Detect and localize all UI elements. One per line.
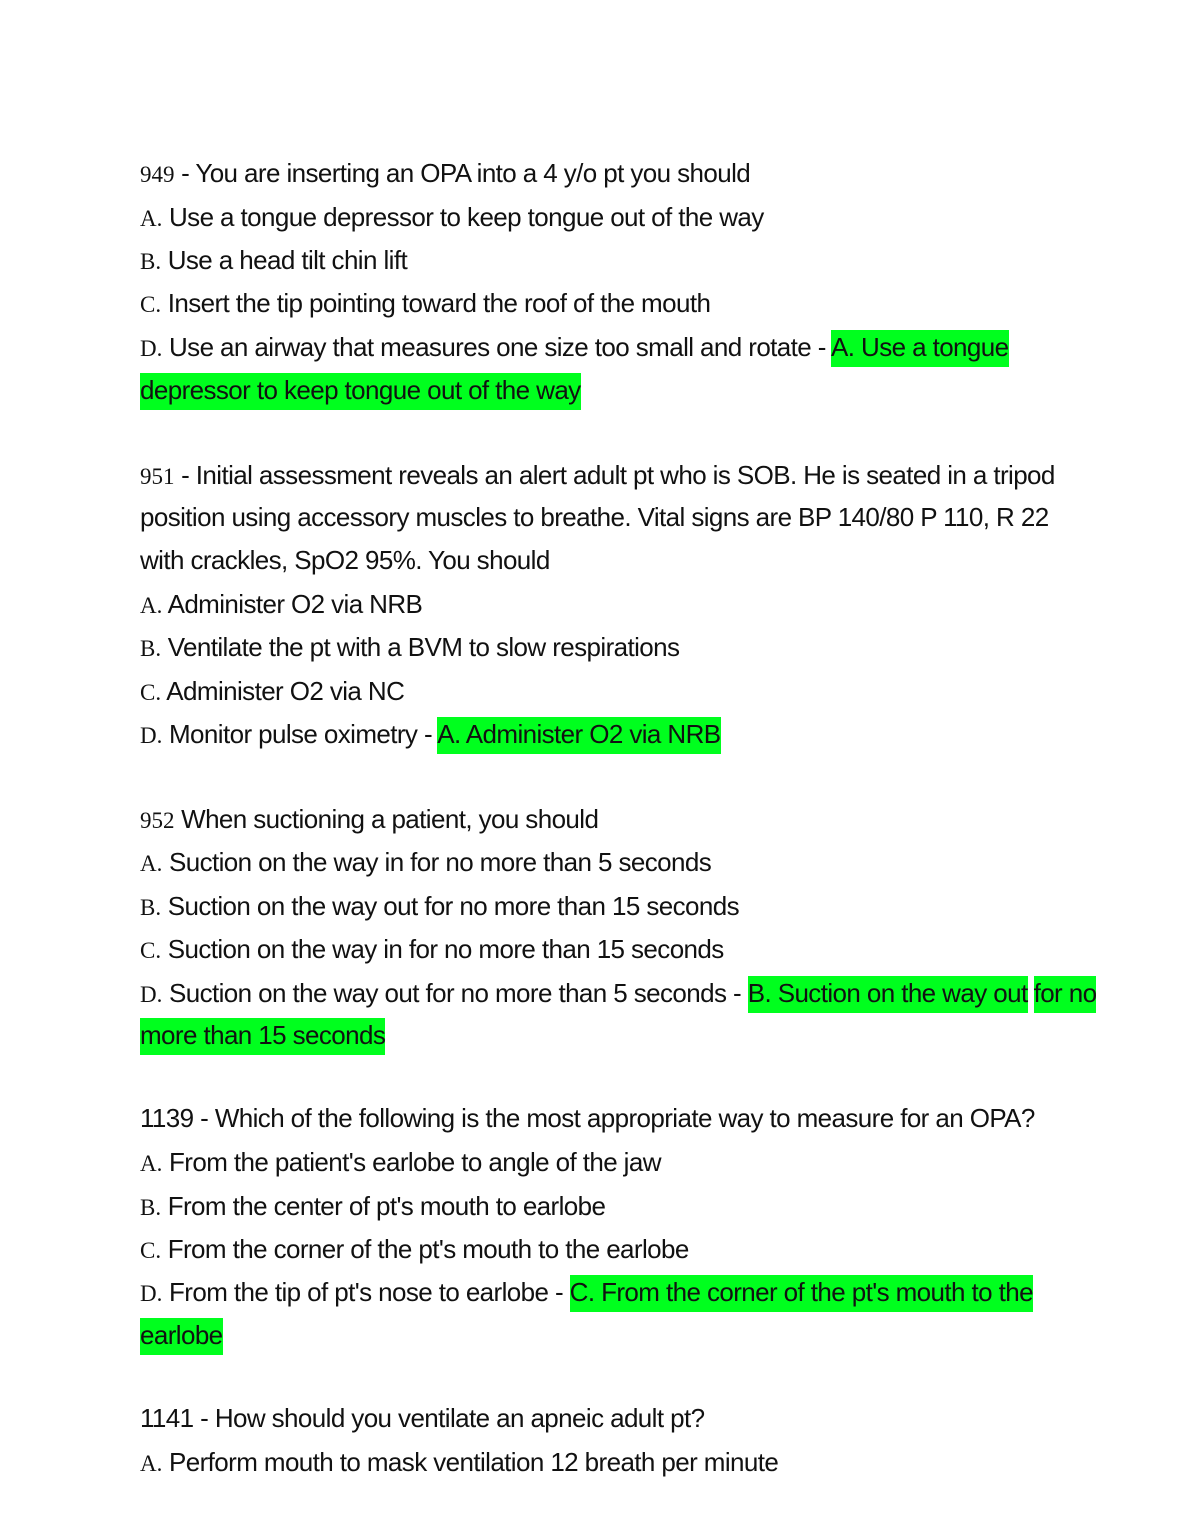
question-1139-option-a xyxy=(140,1142,661,1182)
option-text: Administer O2 via NC xyxy=(166,676,405,706)
question-number: 1139 xyxy=(140,1103,194,1133)
option-text: Suction on the way out for no more than 5 seconds - xyxy=(169,978,742,1008)
question-949-stem xyxy=(140,153,750,193)
option-letter: B. xyxy=(140,895,162,920)
option-letter: A. xyxy=(140,206,163,231)
question-951-option-c xyxy=(140,671,404,711)
question-951-option-d xyxy=(140,714,721,754)
answer-highlight: A. Administer O2 via NRB xyxy=(437,717,720,754)
question-number: 952 xyxy=(140,808,175,833)
question-stem: position using accessory muscles to breathe. Vital signs are BP 140/80 P 110, R 22 xyxy=(140,502,1049,532)
option-text: Use a head tilt chin lift xyxy=(167,245,408,275)
question-1139-option-c xyxy=(140,1229,689,1269)
option-letter: C. xyxy=(140,938,162,963)
option-text: Perform mouth to mask ventilation 12 breath per minute xyxy=(169,1447,779,1477)
question-stem: - Initial assessment reveals an alert adult pt who is SOB. He is seated in a tripod xyxy=(181,460,1055,490)
option-letter: A. xyxy=(140,593,163,618)
option-text: Use a tongue depressor to keep tongue out of the way xyxy=(169,202,764,232)
answer-highlight: for no xyxy=(1034,976,1097,1013)
question-951-stem-line-3 xyxy=(140,540,550,580)
question-number: 949 xyxy=(140,162,175,187)
option-text: From the tip of pt's nose to earlobe - xyxy=(169,1277,564,1307)
option-letter: D. xyxy=(140,723,163,748)
option-letter: D. xyxy=(140,982,163,1007)
option-letter: A. xyxy=(140,851,163,876)
question-stem: When suctioning a patient, you should xyxy=(181,804,599,834)
question-951-option-b xyxy=(140,627,679,667)
question-1139-answer-cont xyxy=(140,1315,223,1355)
question-952-answer-cont xyxy=(140,1015,385,1055)
option-text: Suction on the way in for no more than 15 seconds xyxy=(167,934,724,964)
option-letter: A. xyxy=(140,1151,163,1176)
option-text: Use an airway that measures one size too small and rotate - xyxy=(169,332,826,362)
option-text: Suction on the way in for no more than 5 seconds xyxy=(169,847,712,877)
question-949-option-c xyxy=(140,283,710,323)
answer-highlight: earlobe xyxy=(140,1318,223,1355)
option-letter: A. xyxy=(140,1451,163,1476)
question-949-option-d xyxy=(140,327,1009,367)
question-1139-option-b xyxy=(140,1186,605,1226)
question-949-option-a xyxy=(140,197,764,237)
option-letter: C. xyxy=(140,292,162,317)
option-text: From the patient's earlobe to angle of the jaw xyxy=(169,1147,661,1177)
option-letter: B. xyxy=(140,249,162,274)
option-letter: B. xyxy=(140,636,162,661)
question-951-stem-line-2 xyxy=(140,497,1049,537)
answer-highlight: more than 15 seconds xyxy=(140,1018,385,1055)
answer-highlight: A. Use a tongue xyxy=(831,330,1008,367)
answer-highlight: C. From the corner of the pt's mouth to the xyxy=(570,1275,1033,1312)
question-952-stem xyxy=(140,799,598,839)
question-number: 951 xyxy=(140,464,175,489)
question-stem: with crackles, SpO2 95%. You should xyxy=(140,545,550,575)
question-952-option-c xyxy=(140,929,724,969)
question-951-option-a xyxy=(140,584,422,624)
question-stem: - How should you ventilate an apneic adult pt? xyxy=(200,1403,705,1433)
option-text: Monitor pulse oximetry - xyxy=(169,719,433,749)
option-text: From the corner of the pt's mouth to the earlobe xyxy=(167,1234,689,1264)
question-949-option-b xyxy=(140,240,407,280)
question-949-answer-cont xyxy=(140,370,581,410)
option-letter: D. xyxy=(140,1281,163,1306)
option-text: Administer O2 via NRB xyxy=(167,589,423,619)
answer-highlight: B. Suction on the way out xyxy=(748,976,1028,1013)
question-952-option-d xyxy=(140,973,1096,1013)
question-1141-stem xyxy=(140,1398,704,1438)
question-952-option-b xyxy=(140,886,739,926)
option-letter: C. xyxy=(140,1238,162,1263)
question-stem: - Which of the following is the most appropriate way to measure for an OPA? xyxy=(200,1103,1035,1133)
option-text: From the center of pt's mouth to earlobe xyxy=(167,1191,606,1221)
option-text: Suction on the way out for no more than 15 seconds xyxy=(167,891,739,921)
question-1139-option-d xyxy=(140,1272,1033,1312)
question-number: 1141 xyxy=(140,1403,194,1433)
option-letter: B. xyxy=(140,1195,162,1220)
option-letter: D. xyxy=(140,336,163,361)
question-stem: - You are inserting an OPA into a 4 y/o pt you should xyxy=(181,158,751,188)
answer-highlight: depressor to keep tongue out of the way xyxy=(140,373,581,410)
question-1139-stem xyxy=(140,1098,1035,1138)
question-952-option-a xyxy=(140,842,711,882)
option-text: Ventilate the pt with a BVM to slow respirations xyxy=(167,632,680,662)
option-text: Insert the tip pointing toward the roof of the mouth xyxy=(167,288,711,318)
question-1141-option-a xyxy=(140,1442,778,1482)
option-letter: C. xyxy=(140,680,162,705)
question-951-stem xyxy=(140,455,1055,495)
